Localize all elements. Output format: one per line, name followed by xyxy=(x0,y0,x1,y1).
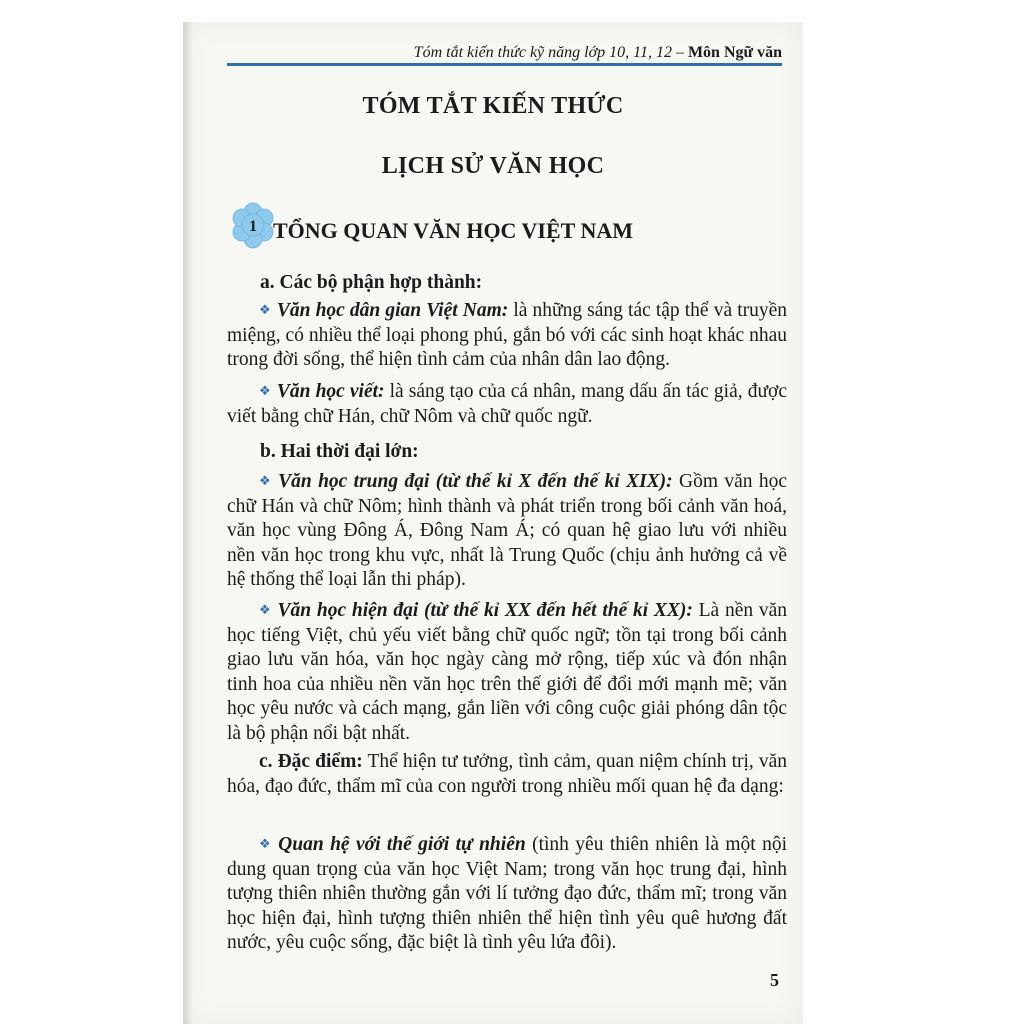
bullet-icon: ❖ xyxy=(259,473,273,488)
text-b2: Là nền văn học tiếng Việt, chủ yếu viết bằng chữ quốc ngữ; tồn tại trong bối cảnh giao lưu văn hóa, văn học ngày càng mở rộng, tiếp xúc và đón nhận tinh hoa của nhiều nền văn học trên thế giới để đổi mới mạnh mẽ; văn học yêu nước và cách mạng, gắn liền với công cuộc giải phóng dân tộc là bộ phận nổi bật nhất. xyxy=(227,600,788,744)
text-b1: Gồm văn học chữ Hán và chữ Nôm; hình thành và phát triển trong bối cảnh văn hoá, văn học vùng Đông Á, Đông Nam Á; có quan hệ giao lưu với nhiều nền văn học trong khu vực, nhất là Trung Quốc (chịu ảnh hưởng cả về hệ thống thể loại lẫn thi pháp). xyxy=(227,471,788,590)
page-title: TÓM TẮT KIẾN THỨC xyxy=(362,93,624,119)
paragraph-b2 xyxy=(227,598,787,746)
term-b2: Văn học hiện đại (từ thế kỉ XX đến hết thế kỉ XX): xyxy=(277,600,693,621)
page-subtitle: LỊCH SỬ VĂN HỌC xyxy=(381,153,605,179)
text-c1: (tình yêu thiên nhiên là một nội dung quan trọng của văn học Việt Nam; trong văn học trung đại, hình tượng thiên nhiên thường gắn với lí tưởng đạo đức, thẩm mĩ; trong văn học hiện đại, hình tượng thiên nhiên thể hiện tình yêu quê hương đất nước, yêu cuộc sống, đặc biệt là tình yêu lứa đôi). xyxy=(227,834,787,953)
term-a2: Văn học viết: xyxy=(276,381,385,402)
text-c: Thể hiện tư tưởng, tình cảm, quan niệm chính trị, văn hóa, đạo đức, thẩm mĩ của con người trong nhiều mối quan hệ đa dạng: xyxy=(227,751,787,797)
section-number: 1 xyxy=(249,218,257,235)
text-a1: là những sáng tác tập thể và truyền miệng, có nhiều thể loại phong phú, gắn bó với các sinh hoạt khác nhau trong đời sống, thể hiện tình cảm của nhân dân lao động. xyxy=(227,300,788,370)
page-number: 5 xyxy=(770,970,779,990)
section-heading: TỔNG QUAN VĂN HỌC VIỆT NAM xyxy=(273,218,633,243)
paragraph-a2 xyxy=(227,379,787,429)
bullet-icon: ❖ xyxy=(259,383,271,398)
term-b1: Văn học trung đại (từ thế kỉ X đến thế kỉ XIX): xyxy=(278,471,673,492)
flower-badge-icon xyxy=(228,201,278,251)
text-a2: là sáng tạo của cá nhân, mang dấu ấn tác giả, được viết bằng chữ Hán, chữ Nôm và chữ quốc ngữ. xyxy=(227,381,787,427)
bullet-icon: ❖ xyxy=(259,836,273,851)
bullet-icon: ❖ xyxy=(259,302,271,317)
bullet-icon: ❖ xyxy=(259,602,272,617)
header-series: Tóm tắt kiến thức kỹ năng lớp 10, 11, 12 – xyxy=(413,44,688,61)
paragraph-a1 xyxy=(227,298,787,373)
heading-c: c. Đặc điểm: xyxy=(259,751,363,772)
term-a1: Văn học dân gian Việt Nam: xyxy=(276,300,509,321)
term-c1: Quan hệ với thế giới tự nhiên xyxy=(278,834,526,855)
heading-a: a. Các bộ phận hợp thành: xyxy=(260,272,483,293)
header-rule xyxy=(227,63,782,66)
running-header xyxy=(370,44,782,62)
header-subject: Môn Ngữ văn xyxy=(687,44,782,61)
paragraph-c xyxy=(227,750,787,799)
paragraph-b1 xyxy=(227,469,787,593)
paragraph-c1 xyxy=(227,832,787,956)
heading-b: b. Hai thời đại lớn: xyxy=(260,441,419,462)
